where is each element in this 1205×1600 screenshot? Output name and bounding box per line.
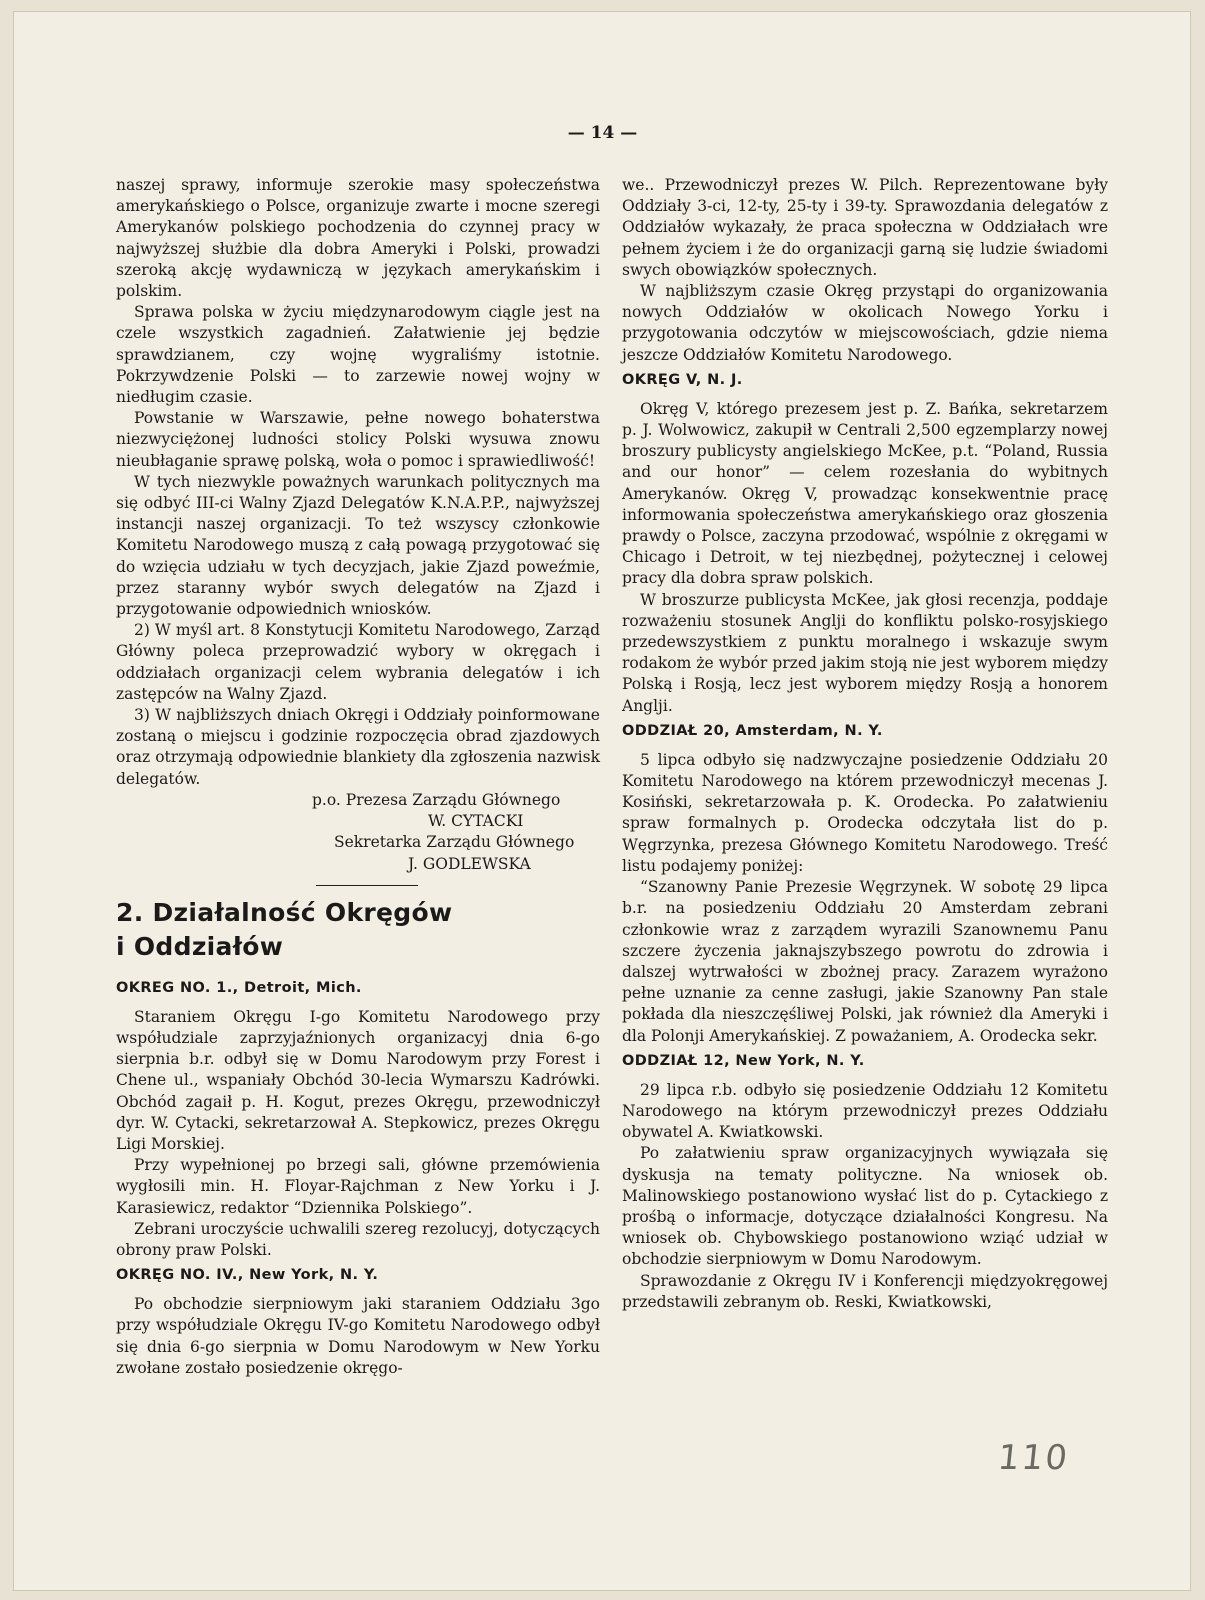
paragraph: “Szanowny Panie Prezesie Węgrzynek. W sobotę 29 lipca b.r. na posiedzeniu Oddziału 20 Amsterdam zebrani członkowie wraz z zarządem wyrazili Szanownemu Panu szczere życzenia jaknajszybszego powrotu do zdrowia i dalszej wytrwałości w zbożnej pracy. Zarazem wyrażono pełne uznanie za cenne zasługi, jakie Szanowny Pan stale pokłada dla nieszczęśliwej Polski, jak również dla Ameryki i dla Polonji Amerykańskiej. Z poważaniem, A. Orodecka sekr. [622, 878, 1108, 1045]
section-title [116, 896, 600, 964]
page-number: — 14 — [567, 123, 638, 143]
signature-block [116, 790, 600, 875]
signature-title-president: p.o. Prezesa Zarządu Głównego [312, 790, 561, 809]
handwritten-page-number: 110 [995, 1438, 1072, 1478]
paragraph: Sprawozdanie z Okręgu IV i Konferencji międzyokręgowej przedstawili zebranym ob. Reski, Kwiatkowski, [622, 1271, 1108, 1311]
paragraph: Przy wypełnionej po brzegi sali, główne przemówienia wygłosili min. H. Floyar-Rajchman z New Yorku i J. Karasiewicz, redaktor “Dziennika Polskiego”. [116, 1156, 600, 1217]
paragraph: we.. Przewodniczył prezes W. Pilch. Reprezentowane były Oddziały 3-ci, 12-ty, 25-ty i 39-ty. Sprawozdania delegatów z Oddziałów wykazały, że praca społeczna w Oddziałach wre pełnem życiem i że do organizacji garną się ludzie świadomi swych obowiązków społecznych. [622, 176, 1108, 279]
paragraph: W najbliższym czasie Okręg przystąpi do organizowania nowych Oddziałów w okolicach Nowego Yorku i przygotowania odczytów w miejscowościach, gdzie niema jeszcze Oddziałów Komitetu Narodowego. [622, 282, 1108, 364]
paragraph: W tych niezwykle poważnych warunkach politycznych ma się odbyć III-ci Walny Zjazd Delegatów K.N.A.P.P., najwyższej instancji naszej organizacji. To też wszyscy członkowie Komitetu Narodowego muszą z całą powagą przygotować się do wzięcia udziału w tych decyzjach, jakie Zjazd poweźmie, przez staranny wybór swych delegatów na Zjazd i przygotowanie odpowiednich wniosków. [116, 472, 600, 619]
paragraph: Powstanie w Warszawie, pełne nowego bohaterstwa niezwyciężonej ludności stolicy Polski wysuwa znowu nieubłaganie sprawę polską, woła o pomoc i sprawiedliwość! [116, 409, 600, 470]
right-column [622, 175, 1108, 1313]
signature-name-president: W. CYTACKI [428, 812, 524, 831]
branch-heading-12: ODDZIAŁ 12, New York, N. Y. [622, 1052, 865, 1069]
paragraph: naszej sprawy, informuje szerokie masy społeczeństwa amerykańskiego o Polsce, organizuje zwarte i mocne szeregi Amerykanów polskiego pochodzenia do czynnej pracy w najwyższej służbie dla dobra Ameryki i Polski, prowadzi szeroką akcję wydawniczą w językach amerykańskim i polskim. [116, 176, 600, 301]
section-divider [316, 885, 418, 886]
signature-title-secretary: Sekretarka Zarządu Głównego [334, 833, 575, 852]
paragraph: Po załatwieniu spraw organizacyjnych wywiązała się dyskusja na tematy polityczne. Na wniosek ob. Malinowskiego postanowiono wysłać list do p. Cytackiego z prośbą o informacje, dotyczące działalności Kongresu. Na wniosek ob. Chybowskiego postanowiono wziąć udział w obchodzie sierpniowym w Domu Narodowym. [622, 1144, 1108, 1269]
branch-heading-20: ODDZIAŁ 20, Amsterdam, N. Y. [622, 722, 883, 739]
district-heading-4: OKRĘG NO. IV., New York, N. Y. [116, 1267, 379, 1284]
paragraph: 2) W myśl art. 8 Konstytucji Komitetu Narodowego, Zarząd Główny poleca przeprowadzić wybory w okręgach i oddziałach organizacji celem wybrania delegatów i ich zastępców na Walny Zjazd. [116, 621, 600, 703]
paragraph: Staraniem Okręgu I-go Komitetu Narodowego przy współudziale zaprzyjaźnionych organizacyj dnia 6-go sierpnia b.r. odbył się w Domu Narodowym przy Forest i Chene ul., wspaniały Obchód 30-lecia Wymarszu Kadrówki. Obchód zagaił p. H. Kogut, prezes Okręgu, przewodniczył dyr. W. Cytacki, sekretarzował A. Stepkowicz, prezes Okręgu Ligi Morskiej. [116, 1007, 600, 1153]
paragraph: W broszurze publicysta McKee, jak głosi recenzja, poddaje rozważeniu stosunek Anglji do konfliktu polsko-rosyjskiego przedewszystkiem z punktu moralnego i wskazuje swym rodakom że wybór przed jakim stoją nie jest wyborem między Polską i Rosją, lecz jest wyborem między Rosją a honorem Anglji. [622, 590, 1108, 715]
paragraph: Sprawa polska w życiu międzynarodowym ciągle jest na czele wszystkich zagadnień. Załatwienie jej będzie sprawdzianem, czy wojnę wygraliśmy istotnie. Pokrzywdzenie Polski — to zarzewie nowej wojny w niedługim czasie. [116, 303, 600, 407]
signature-name-secretary: J. GODLEWSKA [408, 854, 531, 873]
paragraph: Okręg V, którego prezesem jest p. Z. Bańka, sekretarzem p. J. Wolwowicz, zakupił w Centrali 2,500 egzemplarzy nowej broszury publicysty angielskiego McKee, p.t. “Poland, Russia and our honor” — celem rozesłania do wybitnych Amerykanów. Okręg V, prowadząc konsekwentnie pracę informowania społeczeństwa amerykańskiego oraz głoszenia prawdy o Polsce, zaczyna przodować, wspólnie z okręgami w Chicago i Detroit, w tej niezbędnej, pożytecznej i celowej pracy dla dobra spraw polskich. [622, 399, 1108, 588]
paragraph: Po obchodzie sierpniowym jaki staraniem Oddziału 3go przy współudziale Okręgu IV-go Komitetu Narodowego odbył się dnia 6-go sierpnia w Domu Narodowym w New Yorku zwołane zostało posiedzenie okręgo- [116, 1295, 600, 1377]
paragraph: Zebrani uroczyście uchwalili szereg rezolucyj, dotyczących obrony praw Polski. [116, 1219, 600, 1259]
section-title-line: 2. Działalność Okręgów [116, 897, 453, 927]
paragraph: 5 lipca odbyło się nadzwyczajne posiedzenie Oddziału 20 Komitetu Narodowego na którem przewodniczył mecenas J. Kosiński, sekretarzowała p. K. Orodecka. Po załatwieniu spraw formalnych p. Orodecka odczytała list do p. Węgrzynka, prezesa Głównego Komitetu Narodowego. Treść listu podajemy poniżej: [622, 750, 1108, 875]
district-heading-5: OKRĘG V, N. J. [622, 371, 743, 388]
paragraph: 29 lipca r.b. odbyło się posiedzenie Oddziału 12 Komitetu Narodowego na którym przewodniczył prezes Oddziału obywatel A. Kwiatkowski. [622, 1080, 1108, 1142]
section-title-line: i Oddziałów [116, 931, 284, 961]
paragraph: 3) W najbliższych dniach Okręgi i Oddziały poinformowane zostaną o miejscu i godzinie rozpoczęcia obrad zjazdowych oraz otrzymają odpowiednie blankiety dla zgłoszenia nazwisk delegatów. [116, 706, 600, 788]
district-heading-1: OKREG NO. 1., Detroit, Mich. [116, 979, 362, 996]
left-column [116, 175, 600, 1379]
